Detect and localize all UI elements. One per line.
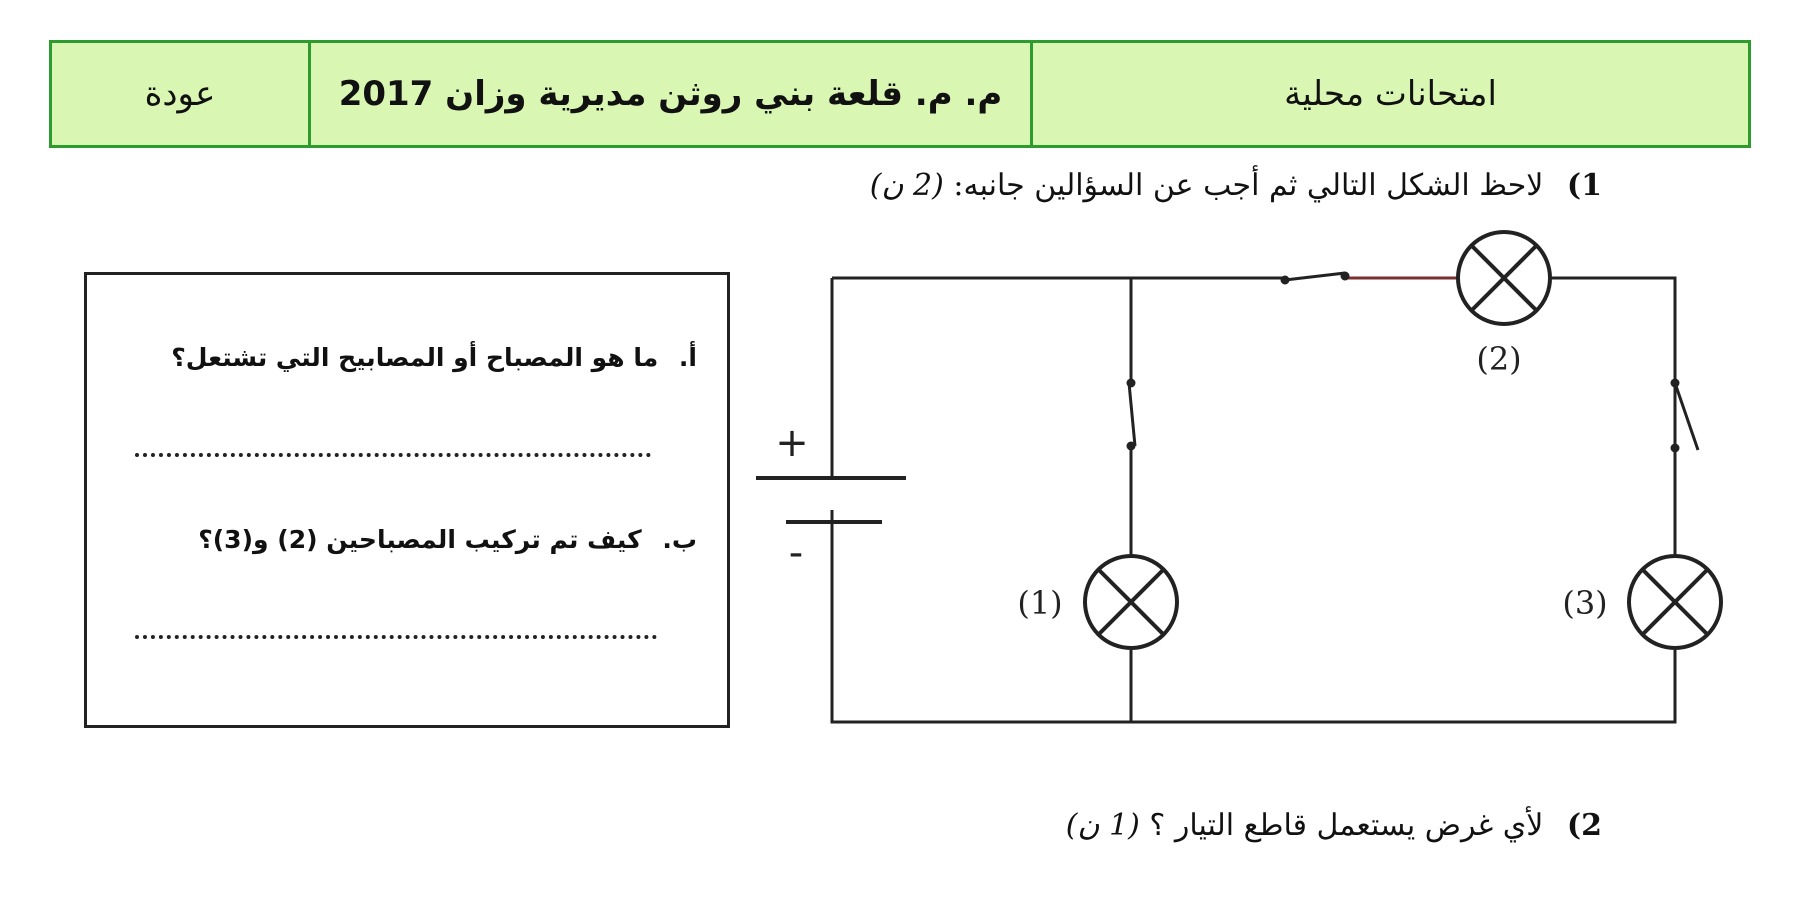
question-1-text: لاحظ الشكل التالي ثم أجب عن السؤالين جانبه: bbox=[953, 168, 1544, 203]
wire-top-right bbox=[1550, 278, 1675, 555]
exams-title: امتحانات محلية bbox=[1033, 40, 1751, 148]
lamp-left-label: (1) bbox=[1017, 584, 1063, 622]
sub-question-a-text: ما هو المصباح أو المصابيح التي تشتعل؟ bbox=[171, 343, 659, 372]
lamp-top-icon bbox=[1458, 232, 1550, 324]
lamp-right-label: (3) bbox=[1562, 584, 1608, 622]
lamp-top-label: (2) bbox=[1476, 340, 1522, 378]
back-button[interactable]: عودة bbox=[49, 40, 311, 148]
switch-top-icon bbox=[1282, 273, 1348, 283]
question-1-points: (2 ن) bbox=[869, 168, 944, 203]
question-1-number: 1) bbox=[1566, 168, 1602, 203]
battery-plus: + bbox=[775, 420, 809, 466]
sub-question-b-label: ب. bbox=[662, 525, 697, 554]
switch-middle-icon bbox=[1128, 380, 1135, 449]
question-2-number: 2) bbox=[1566, 808, 1602, 843]
question-2-points: (1 ن) bbox=[1065, 808, 1140, 843]
sub-question-b-text: كيف تم تركيب المصباحين (2) و(3)؟ bbox=[198, 525, 642, 554]
lamp-right-icon bbox=[1629, 556, 1721, 648]
battery-icon bbox=[756, 478, 906, 522]
sub-question-a-label: أ. bbox=[678, 343, 697, 372]
lamp-left-icon bbox=[1085, 556, 1177, 648]
battery-minus: - bbox=[788, 530, 804, 576]
question-2 bbox=[1066, 808, 1602, 843]
question-2-text: لأي غرض يستعمل قاطع التيار ؟ bbox=[1149, 808, 1544, 843]
school-title: م. م. قلعة بني روثن مديرية وزان 2017 bbox=[311, 40, 1033, 148]
wire-bottom bbox=[832, 510, 1675, 722]
